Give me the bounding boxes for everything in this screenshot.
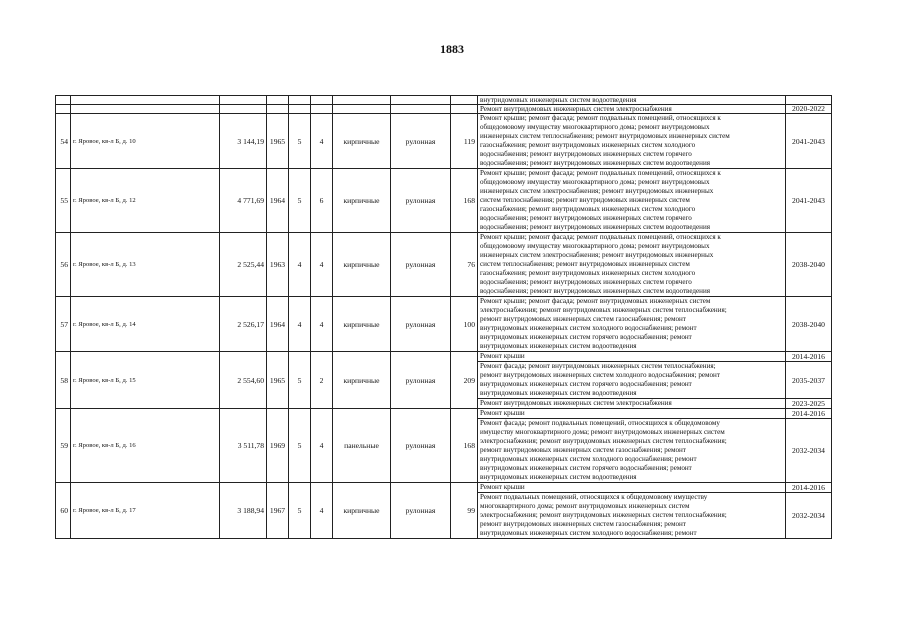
work-description: Ремонт крыши; ремонт фасада; ремонт подвальных помещений, относящихся к общедомовому имуществу многоквартирного дома; ремонт внутридомовых инженерных систем теплоснабжения; ремонт внутридомовых инженерных систем газоснабжения; ремонт внутридомовых инженерных систем холодного водоснабжения; ремонт внутридомовых инженерных систем горячего водоснабжения; ремонт внутридомовых инженерных систем водоотведения — [478, 114, 786, 169]
roof-type: рулонная — [391, 169, 451, 233]
work-description: Ремонт крыши — [478, 409, 786, 419]
table-row — [56, 483, 832, 493]
roof-type: рулонная — [391, 352, 451, 409]
roof-type: рулонная — [391, 233, 451, 297]
roof-type: рулонная — [391, 483, 451, 539]
building-address: г. Яровое, кв-л Б, д. 16 — [71, 409, 220, 483]
total-area: 3 144,19 — [220, 114, 267, 169]
floor-count: 4 — [289, 297, 311, 352]
building-address: г. Яровое, кв-л Б, д. 12 — [71, 169, 220, 233]
work-description: внутридомовых инженерных систем водоотведения — [478, 96, 786, 105]
row-number: 60 — [56, 483, 71, 539]
work-period: 2014-2016 — [786, 352, 832, 362]
empty-cell — [333, 96, 391, 105]
work-period: 2038-2040 — [786, 233, 832, 297]
build-year: 1967 — [267, 483, 289, 539]
row-number: 58 — [56, 352, 71, 409]
work-description: Ремонт подвальных помещений, относящихся к общедомовому имуществу многоквартирного дома; ремонт внутридомовых инженерных систем электроснабжения; ремонт внутридомовых инженерных систем теплоснабжения; ремонт внутридомовых инженерных систем газоснабжения; ремонт внутридомовых инженерных систем холодного водоснабжения; ремонт — [478, 493, 786, 539]
work-description: Ремонт крыши; ремонт фасада; ремонт подвальных помещений, относящихся к общедомовому имуществу многоквартирного дома; ремонт внутридомовых инженерных систем электроснабжения; ремонт внутридомовых инженерных систем теплоснабжения; ремонт внутридомовых инженерных систем газоснабжения; ремонт внутридомовых инженерных систем холодного водоснабжения; ремонт внутридомовых инженерных систем горячего водоснабжения; ремонт внутридомовых инженерных систем водоотведения — [478, 169, 786, 233]
empty-cell — [289, 105, 311, 114]
work-description: Ремонт внутридомовых инженерных систем электроснабжения — [478, 399, 786, 409]
empty-cell — [267, 105, 289, 114]
total-area: 4 771,69 — [220, 169, 267, 233]
work-period: 2041-2043 — [786, 169, 832, 233]
floor-count: 5 — [289, 169, 311, 233]
building-address: г. Яровое, кв-л Б, д. 15 — [71, 352, 220, 409]
entrance-count: 4 — [311, 483, 333, 539]
table-body — [56, 96, 832, 539]
entrance-count: 6 — [311, 169, 333, 233]
resident-count: 76 — [451, 233, 478, 297]
table-row — [56, 169, 832, 233]
resident-count: 209 — [451, 352, 478, 409]
empty-cell — [56, 105, 71, 114]
table-row — [56, 409, 832, 419]
row-number: 59 — [56, 409, 71, 483]
floor-count: 5 — [289, 483, 311, 539]
floor-count: 5 — [289, 114, 311, 169]
table-row — [56, 233, 832, 297]
work-description: Ремонт крыши — [478, 483, 786, 493]
empty-cell — [333, 105, 391, 114]
work-description: Ремонт внутридомовых инженерных систем электроснабжения — [478, 105, 786, 114]
table-row — [56, 297, 832, 352]
build-year: 1965 — [267, 114, 289, 169]
building-address: г. Яровое, кв-л Б, д. 14 — [71, 297, 220, 352]
resident-count: 168 — [451, 169, 478, 233]
total-area: 2 554,60 — [220, 352, 267, 409]
build-year: 1964 — [267, 297, 289, 352]
housing-register-table — [55, 95, 832, 539]
wall-material: кирпичные — [333, 233, 391, 297]
roof-type: рулонная — [391, 409, 451, 483]
entrance-count: 2 — [311, 352, 333, 409]
building-address: г. Яровое, кв-л Б, д. 10 — [71, 114, 220, 169]
empty-cell — [289, 96, 311, 105]
work-period: 2035-2037 — [786, 362, 832, 399]
build-year: 1965 — [267, 352, 289, 409]
empty-cell — [220, 105, 267, 114]
total-area: 2 525,44 — [220, 233, 267, 297]
work-description: Ремонт крыши; ремонт фасада; ремонт внутридомовых инженерных систем электроснабжения; ремонт внутридомовых инженерных систем теплоснабжения; ремонт внутридомовых инженерных систем газоснабжения; ремонт внутридомовых инженерных систем холодного водоснабжения; ремонт внутридомовых инженерных систем горячего водоснабжения; ремонт внутридомовых инженерных систем водоотведения — [478, 297, 786, 352]
build-year: 1964 — [267, 169, 289, 233]
resident-count: 99 — [451, 483, 478, 539]
total-area: 3 511,78 — [220, 409, 267, 483]
empty-cell — [391, 105, 451, 114]
empty-cell — [311, 105, 333, 114]
resident-count: 100 — [451, 297, 478, 352]
empty-cell — [71, 105, 220, 114]
work-period: 2041-2043 — [786, 114, 832, 169]
building-address: г. Яровое, кв-л Б, д. 17 — [71, 483, 220, 539]
wall-material: панельные — [333, 409, 391, 483]
empty-cell — [267, 96, 289, 105]
empty-cell — [71, 96, 220, 105]
table-row — [56, 114, 832, 169]
work-period: 2014-2016 — [786, 483, 832, 493]
total-area: 2 526,17 — [220, 297, 267, 352]
work-description: Ремонт крыши; ремонт фасада; ремонт подвальных помещений, относящихся к общедомовому имуществу многоквартирного дома; ремонт внутридомовых инженерных систем электроснабжения; ремонт внутридомовых инженерных систем теплоснабжения; ремонт внутридомовых инженерных систем газоснабжения; ремонт внутридомовых инженерных систем холодного водоснабжения; ремонт внутридомовых инженерных систем горячего водоснабжения; ремонт внутридомовых инженерных систем водоотведения — [478, 233, 786, 297]
empty-cell — [451, 96, 478, 105]
work-description: Ремонт фасада; ремонт подвальных помещений, относящихся к общедомовому имуществу многоквартирного дома; ремонт внутридомовых инженерных систем электроснабжения; ремонт внутридомовых инженерных систем теплоснабжения; ремонт внутридомовых инженерных систем газоснабжения; ремонт внутридомовых инженерных систем холодного водоснабжения; ремонт внутридомовых инженерных систем горячего водоснабжения; ремонт внутридомовых инженерных систем водоотведения — [478, 419, 786, 483]
empty-cell — [220, 96, 267, 105]
build-year: 1963 — [267, 233, 289, 297]
work-period: 2038-2040 — [786, 297, 832, 352]
entrance-count: 4 — [311, 409, 333, 483]
wall-material: кирпичные — [333, 297, 391, 352]
work-description: Ремонт фасада; ремонт внутридомовых инженерных систем теплоснабжения; ремонт внутридомовых инженерных систем холодного водоснабжения; ремонт внутридомовых инженерных систем горячего водоснабжения; ремонт внутридомовых инженерных систем водоотведения — [478, 362, 786, 399]
work-description: Ремонт крыши — [478, 352, 786, 362]
row-number: 57 — [56, 297, 71, 352]
work-period: 2032-2034 — [786, 419, 832, 483]
work-period: 2023-2025 — [786, 399, 832, 409]
work-period: 2014-2016 — [786, 409, 832, 419]
wall-material: кирпичные — [333, 114, 391, 169]
work-period: 2020-2022 — [786, 105, 832, 114]
floor-count: 4 — [289, 233, 311, 297]
resident-count: 119 — [451, 114, 478, 169]
entrance-count: 4 — [311, 297, 333, 352]
wall-material: кирпичные — [333, 352, 391, 409]
total-area: 3 188,94 — [220, 483, 267, 539]
roof-type: рулонная — [391, 297, 451, 352]
floor-count: 5 — [289, 352, 311, 409]
entrance-count: 4 — [311, 233, 333, 297]
page-number: 1883 — [440, 42, 464, 56]
roof-type: рулонная — [391, 114, 451, 169]
carry-row — [56, 96, 832, 105]
building-address: г. Яровое, кв-л Б, д. 13 — [71, 233, 220, 297]
work-period: 2032-2034 — [786, 493, 832, 539]
floor-count: 5 — [289, 409, 311, 483]
carry-row — [56, 105, 832, 114]
empty-cell — [451, 105, 478, 114]
build-year: 1969 — [267, 409, 289, 483]
entrance-count: 4 — [311, 114, 333, 169]
empty-cell — [56, 96, 71, 105]
row-number: 56 — [56, 233, 71, 297]
row-number: 54 — [56, 114, 71, 169]
empty-cell — [391, 96, 451, 105]
resident-count: 168 — [451, 409, 478, 483]
wall-material: кирпичные — [333, 169, 391, 233]
table-row — [56, 352, 832, 362]
wall-material: кирпичные — [333, 483, 391, 539]
row-number: 55 — [56, 169, 71, 233]
empty-cell — [311, 96, 333, 105]
